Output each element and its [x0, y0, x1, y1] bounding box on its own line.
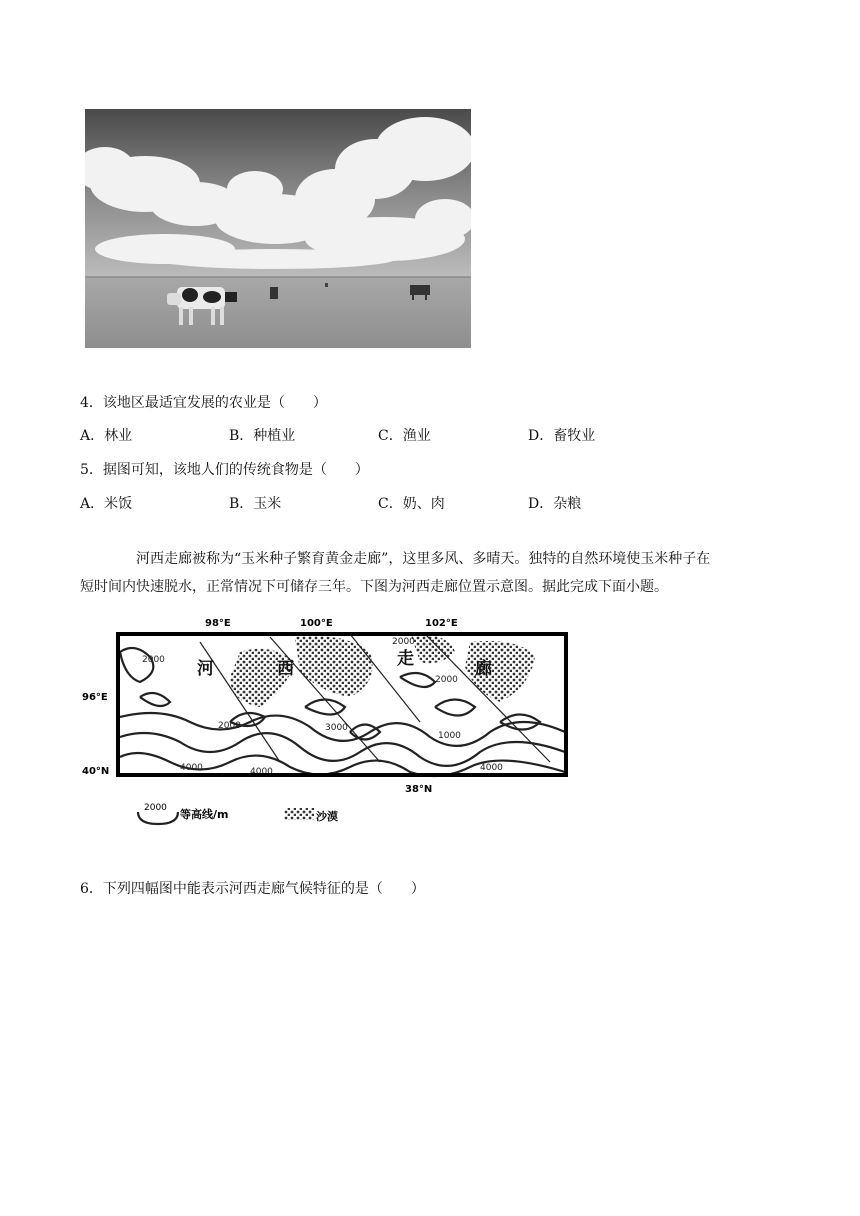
bottom-label-38n: 38°N — [405, 784, 433, 795]
passage-line-2: 短时间内快速脱水，正常情况下可储存三年。下图为河西走廊位置示意图。据此完成下面小题。 — [80, 579, 668, 595]
left-label-96: 96°E — [82, 692, 108, 703]
contour-value: 4000 — [180, 763, 203, 773]
q5-option-c: C．奶、肉 — [378, 496, 445, 512]
question-6: 6．下列四幅图中能表示河西走廊气候特征的是（ ） — [80, 881, 425, 897]
legend-desert-label: 沙漠 — [316, 810, 338, 823]
left-label-40n: 40°N — [82, 766, 110, 777]
contour-value: 4000 — [480, 763, 503, 773]
contour-value: 2000 — [392, 637, 415, 647]
q4-option-d: D．畜牧业 — [528, 428, 596, 444]
passage-line-1: 河西走廊被称为“玉米种子繁育黄金走廊”，这里多风、多晴天。独特的自然环境使玉米种子在 — [136, 551, 711, 567]
map-char-xi: 西 — [277, 659, 294, 679]
question-5: 5．据图可知，该地人们的传统食物是（ ） — [80, 462, 369, 478]
legend-contour-label: 等高线/m — [180, 808, 229, 821]
map-char-lang: 廊 — [475, 659, 492, 679]
q5-option-d: D．杂粮 — [528, 496, 582, 512]
legend-contour-sample: 2000 — [144, 803, 167, 813]
map-char-zou: 走 — [397, 649, 414, 669]
question-4: 4．该地区最适宜发展的农业是（ ） — [80, 395, 327, 411]
q4-option-c: C．渔业 — [378, 428, 431, 444]
hexi-corridor-map — [80, 612, 580, 832]
contour-value: 2000 — [142, 655, 165, 665]
map-frame — [118, 632, 566, 777]
q5-option-a: A．米饭 — [80, 496, 133, 512]
q4-option-a: A．林业 — [80, 428, 133, 444]
contour-value: 2000 — [218, 721, 241, 731]
lon-label-98: 98°E — [205, 618, 231, 629]
grassland-cows-photo — [85, 109, 471, 348]
contour-value: 4000 — [250, 767, 273, 777]
passage — [80, 545, 780, 601]
lon-label-102: 102°E — [425, 618, 458, 629]
contour-value: 3000 — [325, 723, 348, 733]
contour-value: 2000 — [435, 675, 458, 685]
lon-label-100: 100°E — [300, 618, 333, 629]
contour-value: 1000 — [438, 731, 461, 741]
map-char-he: 河 — [197, 659, 214, 679]
q4-option-b: B．种植业 — [229, 428, 296, 444]
map-legend — [138, 803, 338, 824]
q5-option-b: B．玉米 — [229, 496, 282, 512]
